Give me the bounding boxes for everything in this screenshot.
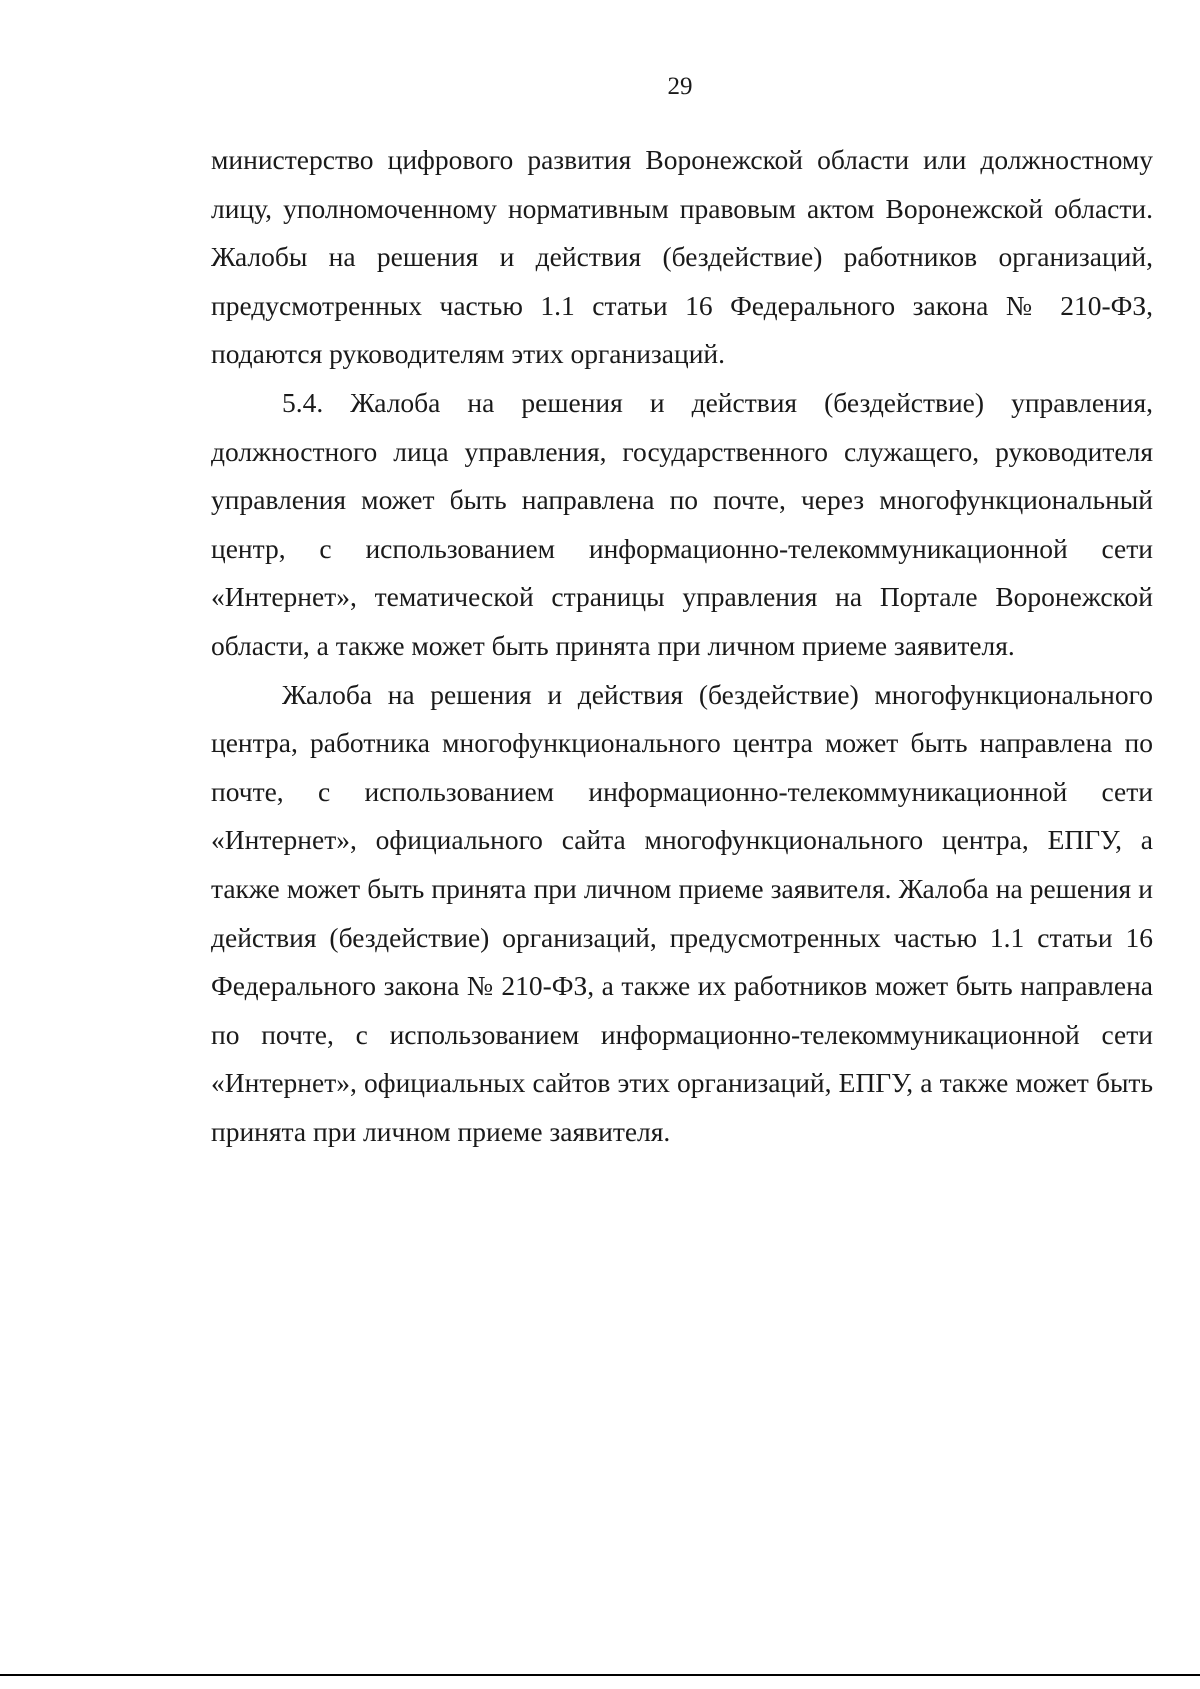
document-body [211, 136, 1153, 1156]
paragraph-5-4: 5.4. Жалоба на решения и действия (бездействие) управления, должностного лица управления, государственного служащего, руководителя управления может быть направлена по почте, через многофункциональный центр, с использованием информационно-телекоммуникационной сети «Интернет», тематической страницы управления на Портале Воронежской области, а также может быть принята при личном приеме заявителя. [211, 386, 1153, 661]
paragraph-mfc-complaint: Жалоба на решения и действия (бездействие) многофункционального центра, работника многофункционального центра может быть направлена по почте, с использованием информационно-телекоммуникационной сети «Интернет», официального сайта многофункционального центра, ЕПГУ, а также может быть принята при личном приеме заявителя. Жалоба на решения и действия (бездействие) организаций, предусмотренных частью 1.1 статьи 16 Федерального закона № 210-ФЗ, а также их работников может быть направлена по почте, с использованием информационно-телекоммуникационной сети «Интернет», официальных сайтов этих организаций, ЕПГУ, а также может быть принята при личном приеме заявителя. [211, 678, 1153, 1147]
paragraph-continuation: министерство цифрового развития Воронежской области или должностному лицу, уполномоченному нормативным правовым актом Воронежской области. Жалобы на решения и действия (бездействие) работников организаций, предусмотренных частью 1.1 статьи 16 Федерального закона № 210-ФЗ, подаются руководителям этих организаций. [211, 144, 1153, 370]
page-number: 29 [667, 73, 693, 100]
page-bottom-rule [0, 1674, 1200, 1676]
